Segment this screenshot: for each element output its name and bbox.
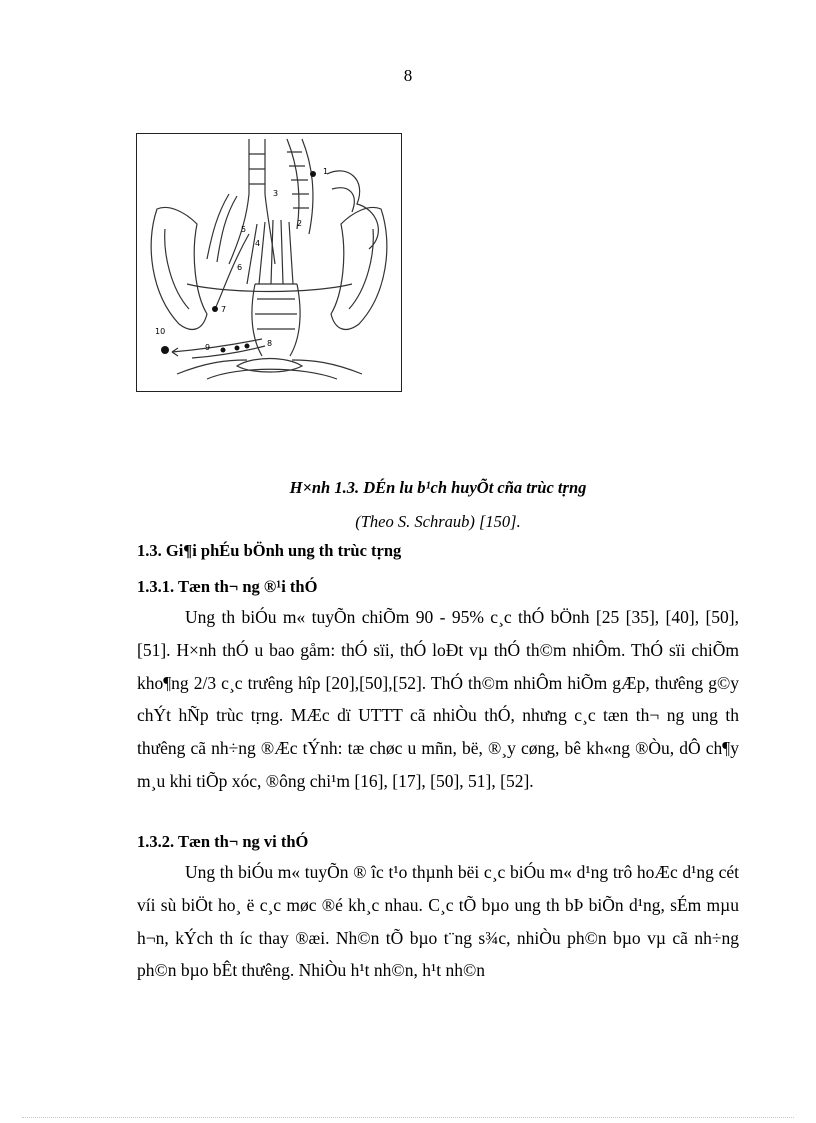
figure-label-3: 3 <box>273 189 279 198</box>
figure-label-10: 10 <box>155 327 166 336</box>
figure-label-7: 7 <box>221 305 227 314</box>
figure-label-9: 9 <box>205 343 211 352</box>
figure-caption-source: (Theo S. Schraub) [150]. <box>355 512 521 531</box>
subsection-2-paragraph: Ung th biÓu m« tuyÕn ® îc t¹o thµnh bëi c¸c biÓu m« d¹ng trô hoÆc d¹ng cét víi sù biÖt ho¸ ë c¸c møc ®é kh¸c nhau. C¸c tÕ bµo ung th bÞ biÕn d¹ng, sÉm mµu h¬n, kÝch th íc thay ®æi. Nh©n tÕ bµo t¨ng s¾c, nhiÒu ph©n bµo vµ cã nh÷ng ph©n bµo bÊt thưêng. NhiÒu h¹t nh©n, h¹t nh©n <box>137 862 739 981</box>
page-bottom-rule <box>22 1117 794 1118</box>
figure-label-1: 1 <box>323 167 329 176</box>
figure-label-8: 8 <box>267 339 273 348</box>
figure-label-6: 6 <box>237 263 243 272</box>
anatomical-illustration <box>137 134 401 391</box>
figure-label-5: 5 <box>241 225 247 234</box>
subsection-1-heading: 1.3.1. Tæn th¬ ng ®¹i thÓ <box>137 577 318 596</box>
section-heading: 1.3. Gi¶i phÉu bÖnh ung th trùc tṛng <box>137 541 402 560</box>
lymph-drainage-figure <box>136 133 402 392</box>
figure-label-4: 4 <box>255 239 261 248</box>
figure-label-2: 2 <box>297 219 303 228</box>
page-number: 8 <box>403 66 413 85</box>
subsection-2-heading: 1.3.2. Tæn th¬ ng vi thÓ <box>137 832 309 851</box>
figure-caption-title: H×nh 1.3. DÉn lu b¹ch huyÕt cña trùc tṛng <box>289 478 587 497</box>
subsection-1-paragraph: Ung th biÓu m« tuyÕn chiÕm 90 - 95% c¸c thÓ bÖnh [25 [35], [40], [50], [51]. H×nh thÓ u bao gåm: thÓ sïi, thÓ loÐt vµ thÓ th©m nhiÔm. ThÓ sïi chiÕm kho¶ng 2/3 c¸c trưêng hîp [20],[50],[52]. ThÓ th©m nhiÔm hiÕm gÆp, thưêng g©y chÝt hÑp trùc tṛng. MÆc dï UTTT cã nhiÒu thÓ, nhưng c¸c tæn th¬ ng ung th thưêng cã nh÷ng ®Æc tÝnh: tæ chøc u mñn, bë, ®¸y cøng, bê kh«ng ®Òu, dÔ ch¶y m¸u khi tiÕp xóc, ®ông chi¹m [16], [17], [50], 51], [52]. <box>137 607 739 791</box>
